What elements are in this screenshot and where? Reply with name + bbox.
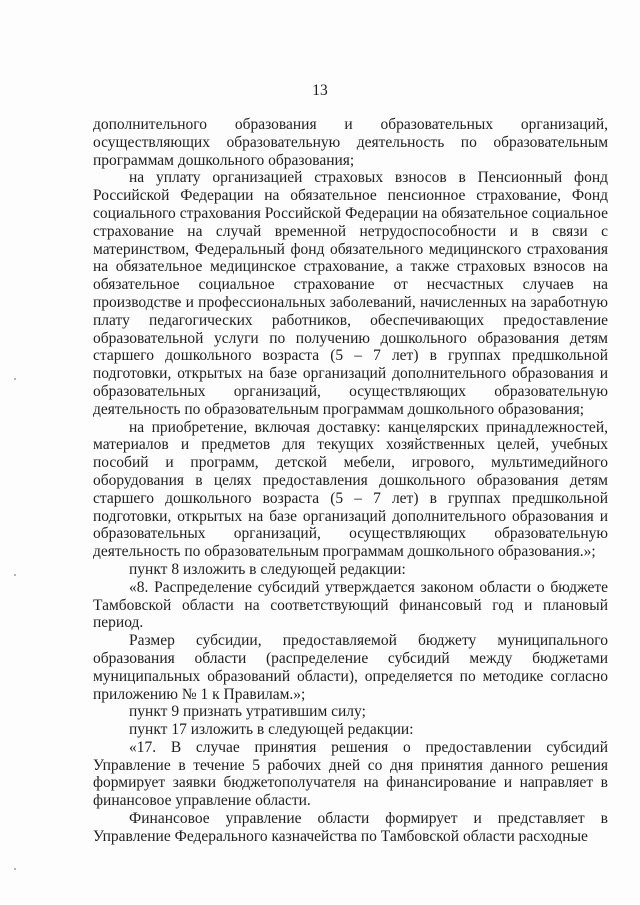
paragraph: Размер субсидии, предоставляемой бюджету муниципального образования области (распределение субсидий между бюджетами муниципальных образований области), определяется по методике согласно приложению № 1 к Правилам.»; [93, 632, 608, 703]
paragraph: «8. Распределение субсидий утверждается законом области о бюджете Тамбовской области на соответствующий финансовый год и плановый период. [93, 578, 608, 632]
paragraph: пункт 8 изложить в следующей редакции: [129, 560, 406, 578]
paragraph: на уплату организацией страховых взносов в Пенсионный фонд Российской Федерации на обязательное пенсионное страхование, Фонд социального страхования Российской Федерации на обязательное социальное страхование на случай временной нетрудоспособности и в связи с материнством, Федеральный фонд обязательного медицинского страхования на обязательное медицинское страхование, а также страховых взносов на обязательное социальное страхование от несчастных случаев на производстве и профессиональных заболеваний, начисленных на заработную плату педагогических работников, обеспечивающих предоставление образовательной услуги по получению дошкольного образования детям старшего дошкольного возраста (5 – 7 лет) в группах предшкольной подготовки, открытых на базе организаций дополнительного образования и образовательных организаций, осуществляющих образовательную деятельность по образовательным программам дошкольного образования; [93, 169, 608, 418]
paragraph: на приобретение, включая доставку: канцелярских принадлежностей, материалов и предметов для текущих хозяйственных целей, учебных пособий и программ, детской мебели, игрового, мультимедийного оборудования в целях предоставления дошкольного образования детям старшего дошкольного возраста (5 – 7 лет) в группах предшкольной подготовки, открытых на базе организаций дополнительного образования и образовательных организаций, осуществляющих образовательную деятельность по образовательным программам дошкольного образования.»; [93, 418, 608, 561]
page-number: 13 [312, 82, 328, 99]
scan-speck [14, 868, 16, 870]
paragraph: «17. В случае принятия решения о предоставлении субсидий Управление в течение 5 рабочих дней со дня принятия данного решения формирует заявки бюджетополучателя на финансирование и направляет в финансовое управление области. [93, 738, 608, 810]
paragraph: пункт 17 изложить в следующей редакции: [129, 721, 414, 739]
paragraph: пункт 9 признать утратившим силу; [129, 703, 366, 721]
paragraph: дополнительного образования и образовательных организаций, осуществляющих образовательную деятельность по образовательным программам дошкольного образования; [93, 116, 608, 169]
scan-speck [14, 378, 16, 380]
scan-speck [14, 574, 16, 576]
document-body [93, 116, 608, 846]
paragraph: Финансовое управление области формирует и представляет в Управление Федерального казначейства по Тамбовской области расходные [93, 810, 608, 845]
